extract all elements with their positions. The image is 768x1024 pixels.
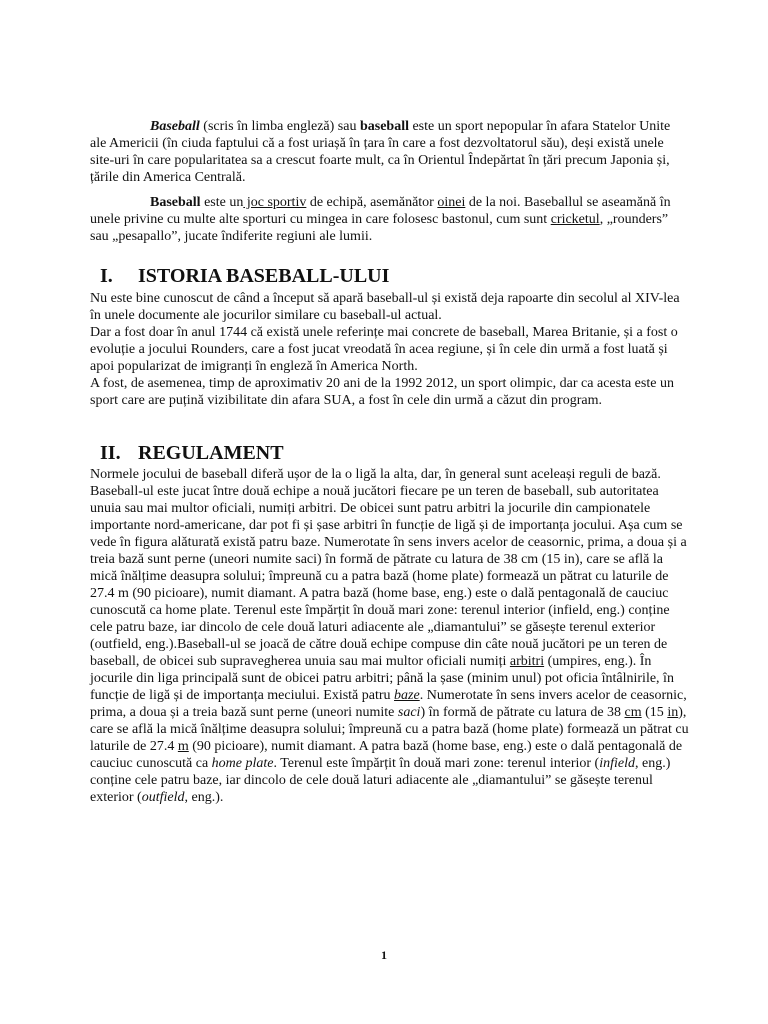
link-oinei[interactable]: oinei [437,195,466,210]
link-in[interactable]: in [667,705,679,720]
section-heading-regulament: II. REGULAMENT [100,442,284,464]
intro-paragraph-2: Baseball este un joc sportiv de echipă, asemănător oinei de la noi. Baseballul se aseamănă în unele privine cu multe alte sporturi cu mingea in care folosesc bastonul, cum sunt cricketul, „rounders” sau „pesapallo”, jucate îndiferite regiuni ale lumii. [90,195,671,244]
link-m[interactable]: m [177,739,189,754]
regulament-paragraph: Normele jocului de baseball diferă ușor de la o ligă la alta, dar, în general sunt aceleași reguli de bază. Baseball-ul este jucat între două echipe a nouă jucători fiecare pe un teren de baseball, sub autoritatea unuia sau mai multor oficiali, numiți arbitri. De obicei sunt patru arbitri la jocurile din campionatele importante nord-americane, dar pot fi și șase arbitri în funcție de ligă și de importanța jocului. Așa cum se vede în figura alăturată există patru baze. Numerotate în sens invers acelor de ceasornic, prima, a doua și a treia bază sunt perne (uneori numite saci) în formă de pătrate cu latura de 38 cm (15 in), care se află la mică înălțime deasupra solului; împreună cu a patra bază (home plate) formează un pătrat cu laturile de 27.4 m (90 picioare), numit diamant. A patra bază (home base, eng.) este o dală pentagonală de cauciuc cunoscută ca home plate. Terenul este împărțit în două mari zone: terenul interior (infield, eng.) conține cele patru baze, iar dincolo de cele două laturi adiacente ale „diamantului” se găsește terenul exterior (outfield, eng.).Baseball-ul se joacă de către două echipe compuse din câte nouă jucători pe un teren de baseball, de obicei sub supravegherea unuia sau mai multor oficiali numiți arbitri (umpires, eng.). În jocurile din liga principală sunt de obicei patru arbitri; până la șase (minim unul) pot oficia întâlnirile, în funcție de ligă și de importanța meciului. Există patru baze. Numerotate în sens invers acelor de ceasornic, prima, a doua și a treia bază sunt perne (uneori numite saci) în formă de pătrate cu latura de 38 cm (15 in), care se află la mică înălțime deasupra solului; împreună cu a patra bază (home plate) formează un pătrat cu laturile de 27.4 m (90 picioare), numit diamant. A patra bază (home base, eng.) este o dală pentagonală de cauciuc cunoscută ca home plate. Terenul este împărțit în două mari zone: terenul interior (infield, eng.) conține cele patru baze, iar dincolo de cele două laturi adiacente ale „diamantului” se găsește terenul exterior (outfield, eng.). [90,467,689,805]
baseball-term: Baseball [150,119,200,134]
link-cm[interactable]: cm [624,705,642,720]
link-cricketul[interactable]: cricketul [550,212,600,227]
link-baze[interactable]: baze [394,688,420,703]
istoria-paragraph-1: Nu este bine cunoscut de când a început să apară baseball-ul și există deja rapoarte din secolul al XIV-lea în unele documente ale jocurilor similare cu baseball-ul actual. [90,291,680,323]
intro-paragraph-1: Baseball (scris în limba engleză) sau baseball este un sport nepopular în afara Statelor Unite ale Americii (în ciuda faptului că a fost uriașă în țara în care a fost dezvoltatorul său), deși există unele site-uri în care popularitatea sa a crescut foarte mult, ca în Orientul Îndepărtat în țări precum Japonia și, țările din America Centrală. [90,119,671,185]
link-joc-sportiv[interactable]: joc sportiv [243,195,307,210]
page-number: 1 [381,948,387,962]
link-arbitri[interactable]: arbitri [509,654,545,669]
istoria-paragraph-3: A fost, de asemenea, timp de aproximativ 20 ani de la 1992 2012, un sport olimpic, dar ca acesta este un sport care are puțină vizibilitate din afara SUA, a fost în cele din urmă a căzut din program. [90,376,674,408]
section-heading-istoria: I. ISTORIA BASEBALL-ULUI [100,265,390,287]
istoria-paragraph-2: Dar a fost doar în anul 1744 că există unele referințe mai concrete de baseball, Marea Britanie, și a fost o evoluție a jocului Rounders, care a fost jucat vreodată în acea regiune, și în cele din urmă a fost luată și apoi popularizat de imigranți în engleză în America North. [90,325,678,374]
